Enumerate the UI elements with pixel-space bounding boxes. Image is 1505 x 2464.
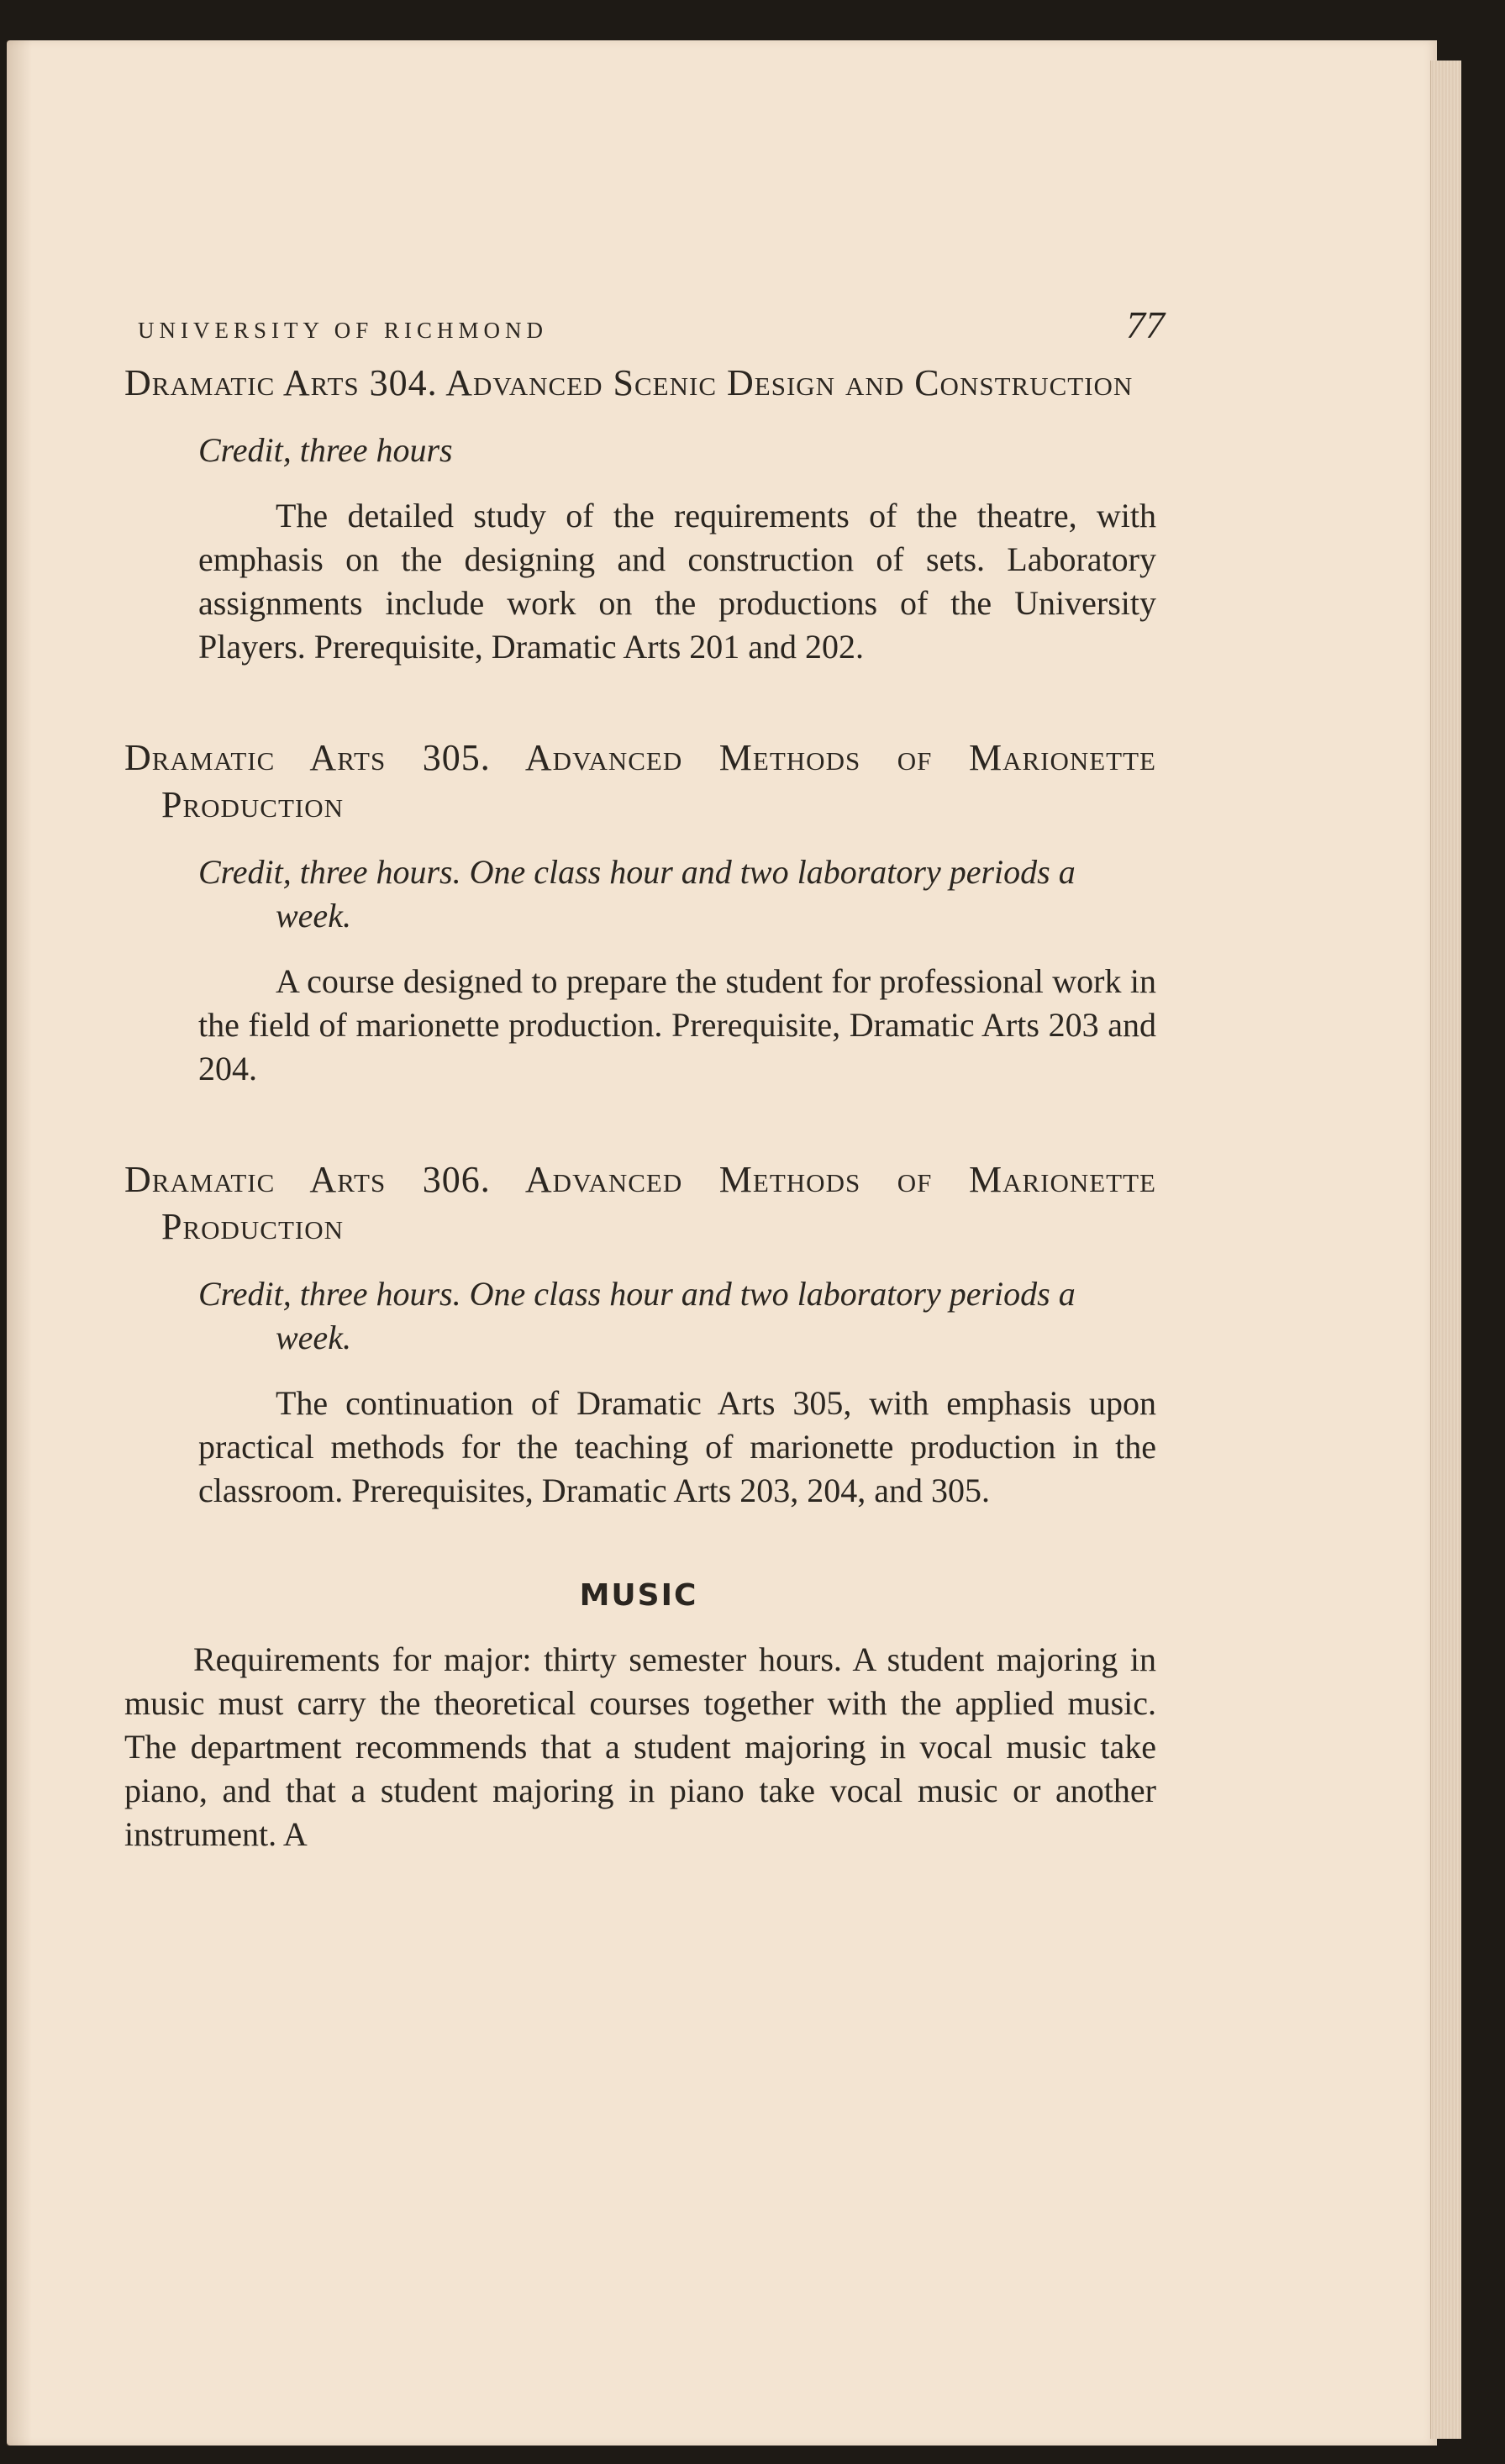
page-content xyxy=(121,284,1165,1856)
course-title: Dramatic Arts 306. Advanced Methods of Marionette Production xyxy=(124,1159,1156,1247)
running-title: UNIVERSITY OF RICHMOND xyxy=(138,318,549,343)
running-head xyxy=(121,284,1165,360)
course-credit: Credit, three hours. One class hour and two laboratory periods a week. xyxy=(198,1275,1076,1356)
page-number: 77 xyxy=(1126,303,1165,346)
gutter-shadow xyxy=(7,40,32,2446)
section-text-music: Requirements for major: thirty semester hours. A student majoring in music must carry the theoretical courses together with the applied music. The department recommends that a student majoring in vocal music take piano, and that a student majoring in piano take vocal music or another instrument. A xyxy=(124,1640,1156,1853)
course-entry xyxy=(121,1156,1156,1513)
course-entry xyxy=(121,360,1156,669)
course-credit: Credit, three hours. One class hour and two laboratory periods a week. xyxy=(198,853,1076,935)
book-page xyxy=(7,40,1437,2446)
course-title: Dramatic Arts 305. Advanced Methods of Marionette Production xyxy=(124,737,1156,825)
course-description: The continuation of Dramatic Arts 305, with emphasis upon practical methods for the teaching of marionette production in the classroom. Prerequisites, Dramatic Arts 203, 204, and 305. xyxy=(198,1384,1156,1509)
course-title: Dramatic Arts 304. Advanced Scenic Design and Construction xyxy=(124,362,1134,403)
course-entry xyxy=(121,734,1156,1091)
page-edges xyxy=(1430,61,1461,2439)
course-description: A course designed to prepare the student for professional work in the field of marionette production. Prerequisite, Dramatic Arts 203 and 204. xyxy=(198,962,1156,1087)
course-credit: Credit, three hours xyxy=(198,431,453,469)
section-heading-music: MUSIC xyxy=(579,1578,698,1613)
course-description: The detailed study of the requirements of the theatre, with emphasis on the designing and construction of sets. Laboratory assignments include work on the productions of the University Players. Prerequisite, Dramatic Arts 201 and 202. xyxy=(198,497,1156,666)
